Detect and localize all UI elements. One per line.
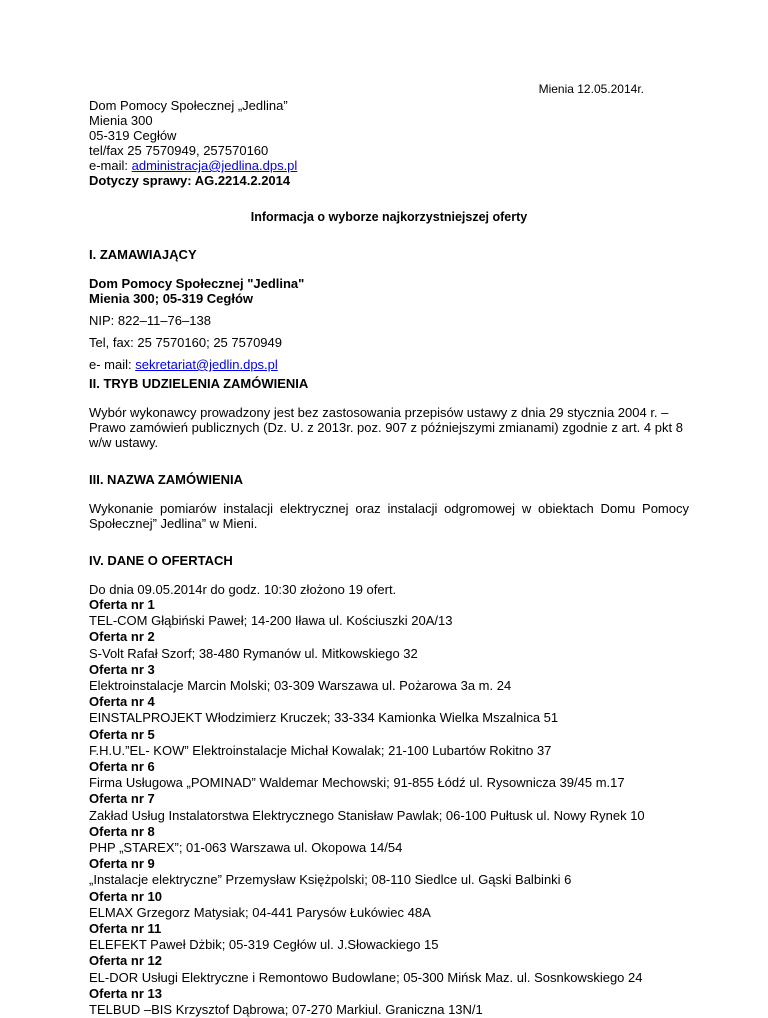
offer-label: Oferta nr 2 xyxy=(89,629,155,645)
document-date: Mienia 12.05.2014r. xyxy=(538,82,644,96)
offer-item xyxy=(89,986,689,1018)
offer-item xyxy=(89,662,689,694)
ordering-party-email-label: e- mail: xyxy=(89,357,136,372)
sender-address: Mienia 300 xyxy=(89,113,153,128)
ordering-party-nip: NIP: 822–11–76–138 xyxy=(89,313,211,328)
offer-label: Oferta nr 8 xyxy=(89,823,155,839)
offer-label: Oferta nr 1 xyxy=(89,597,155,612)
section-3-heading: III. NAZWA ZAMÓWIENIA xyxy=(89,472,244,487)
offer-item xyxy=(89,694,689,726)
offer-label: Oferta nr 10 xyxy=(89,888,162,904)
offer-item xyxy=(89,953,689,985)
offer-details: „Instalacje elektryczne” Przemysław Księżpolski; 08-110 Siedlce ul. Gąski Balbinki 6 xyxy=(89,872,572,888)
offer-item xyxy=(89,629,689,661)
section-2-text: Wybór wykonawcy prowadzony jest bez zastosowania przepisów ustawy z dnia 29 stycznia 2004 r. – Prawo zamówień publicznych (Dz. U. z 2013r. poz. 907 z późniejszymi zmianami) zgodnie z art. 4 pkt 8 w/w ustawy. xyxy=(89,405,683,450)
sender-email-link[interactable]: administracja@jedlina.dps.pl xyxy=(131,158,298,173)
offer-details: TELBUD –BIS Krzysztof Dąbrowa; 07-270 Markiul. Graniczna 13N/1 xyxy=(89,1002,483,1018)
offer-label: Oferta nr 13 xyxy=(89,985,162,1001)
case-reference: Dotyczy sprawy: AG.2214.2.2014 xyxy=(89,173,291,188)
offer-details: Zakład Usług Instalatorstwa Elektrycznego Stanisław Pawlak; 06-100 Pułtusk ul. Nowy Rynek 10 xyxy=(89,807,645,823)
ordering-party-tel: Tel, fax: 25 7570160; 25 7570949 xyxy=(89,335,282,350)
offers-list xyxy=(89,597,689,1018)
section-4-heading: IV. DANE O OFERTACH xyxy=(89,553,233,568)
sender-name: Dom Pomocy Społecznej „Jedlina” xyxy=(89,98,288,113)
offer-label: Oferta nr 9 xyxy=(89,856,155,872)
offer-item xyxy=(89,856,689,888)
ordering-party-name: Dom Pomocy Społecznej "Jedlina" xyxy=(89,276,305,291)
offer-details: EINSTALPROJEKT Włodzimierz Kruczek; 33-334 Kamionka Wielka Mszalnica 51 xyxy=(89,710,559,726)
offer-details: Firma Usługowa „POMINAD” Waldemar Mechowski; 91-855 Łódź ul. Rysownicza 39/45 m.17 xyxy=(89,775,625,791)
offer-details: TEL-COM Głąbiński Paweł; 14-200 Iława ul. Kościuszki 20A/13 xyxy=(89,613,453,629)
offer-details: ELMAX Grzegorz Matysiak; 04-441 Parysów Łukówiec 48A xyxy=(89,904,431,920)
offer-label: Oferta nr 6 xyxy=(89,759,155,775)
offer-details: S-Volt Rafał Szorf; 38-480 Rymanów ul. Mitkowskiego 32 xyxy=(89,645,418,661)
ordering-party-address: Mienia 300; 05-319 Cegłów xyxy=(89,291,254,306)
sender-phone: tel/fax 25 7570949, 257570160 xyxy=(89,143,269,158)
document-title: Informacja o wyborze najkorzystniejszej oferty xyxy=(250,210,528,224)
offer-item xyxy=(89,597,689,629)
offer-item xyxy=(89,759,689,791)
offer-details: PHP „STAREX”; 01-063 Warszawa ul. Okopowa 14/54 xyxy=(89,840,403,856)
offer-label: Oferta nr 5 xyxy=(89,726,155,742)
offer-item xyxy=(89,921,689,953)
offer-label: Oferta nr 3 xyxy=(89,661,155,677)
ordering-party-email-link[interactable]: sekretariat@jedlin.dps.pl xyxy=(135,357,278,372)
offer-item xyxy=(89,824,689,856)
document-body xyxy=(89,98,689,1018)
sender-postal: 05-319 Cegłów xyxy=(89,128,177,143)
offer-label: Oferta nr 4 xyxy=(89,694,155,710)
section-1-heading: I. ZAMAWIAJĄCY xyxy=(89,247,197,262)
offer-details: Elektroinstalacje Marcin Molski; 03-309 Warszawa ul. Pożarowa 3a m. 24 xyxy=(89,678,512,694)
section-3-text: Wykonanie pomiarów instalacji elektrycznej oraz instalacji odgromowej w obiektach Domu Pomocy Społecznej” Jedlina” w Mieni. xyxy=(89,501,689,531)
offer-item xyxy=(89,889,689,921)
offer-details: F.H.U.”EL- KOW” Elektroinstalacje Michał Kowalak; 21-100 Lubartów Rokitno 37 xyxy=(89,742,552,758)
offer-item xyxy=(89,727,689,759)
offer-item xyxy=(89,791,689,823)
ordering-party-email-line xyxy=(89,357,689,372)
offer-label: Oferta nr 11 xyxy=(89,921,162,937)
offer-label: Oferta nr 7 xyxy=(89,791,155,807)
offer-details: ELEFEKT Paweł Dżbik; 05-319 Cegłów ul. J.Słowackiego 15 xyxy=(89,937,439,953)
sender-email-label: e-mail: xyxy=(89,158,132,173)
ordering-party xyxy=(89,276,689,306)
offers-intro: Do dnia 09.05.2014r do godz. 10:30 złożono 19 ofert. xyxy=(89,582,397,597)
offer-label: Oferta nr 12 xyxy=(89,953,162,969)
offer-details: EL-DOR Usługi Elektryczne i Remontowo Budowlane; 05-300 Mińsk Maz. ul. Sosnkowskiego 24 xyxy=(89,969,643,985)
section-2-heading: II. TRYB UDZIELENIA ZAMÓWIENIA xyxy=(89,376,309,391)
sender-email-line xyxy=(89,158,689,173)
sender-block xyxy=(89,98,689,188)
